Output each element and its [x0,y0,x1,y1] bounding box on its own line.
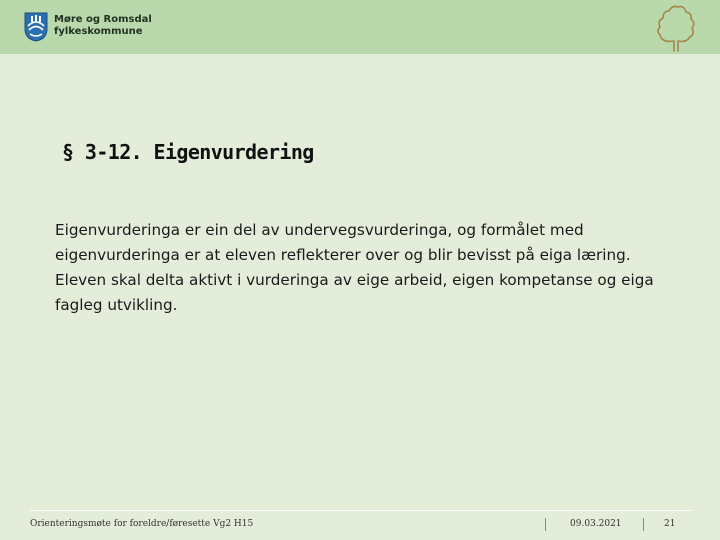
footer-separator [545,518,546,531]
footer-presentation-title: Orienteringsmøte for foreldre/føresette Vg2 H15 [30,519,254,529]
organization-name-line1: Møre og Romsdal [54,14,152,25]
footer-separator [643,518,644,531]
footer-page-number: 21 [664,519,676,529]
organization-name-line2: fylkeskommune [54,26,143,37]
footer-date: 09.03.2021 [570,519,622,529]
slide-title: § 3-12. Eigenvurdering [62,140,314,164]
coat-of-arms-icon [24,12,48,42]
footer-divider [30,510,692,511]
slide-body-text: Eigenvurderinga er ein del av undervegsvurderinga, og formålet med eigenvurderinga er at eleven reflekterer over og blir bevisst på eiga læring. Eleven skal delta aktivt i vurderinga av eige arbeid, eigen kompetanse og eiga fagleg utvikling. [55,221,654,314]
organization-name [54,14,152,38]
tree-icon [654,3,698,53]
